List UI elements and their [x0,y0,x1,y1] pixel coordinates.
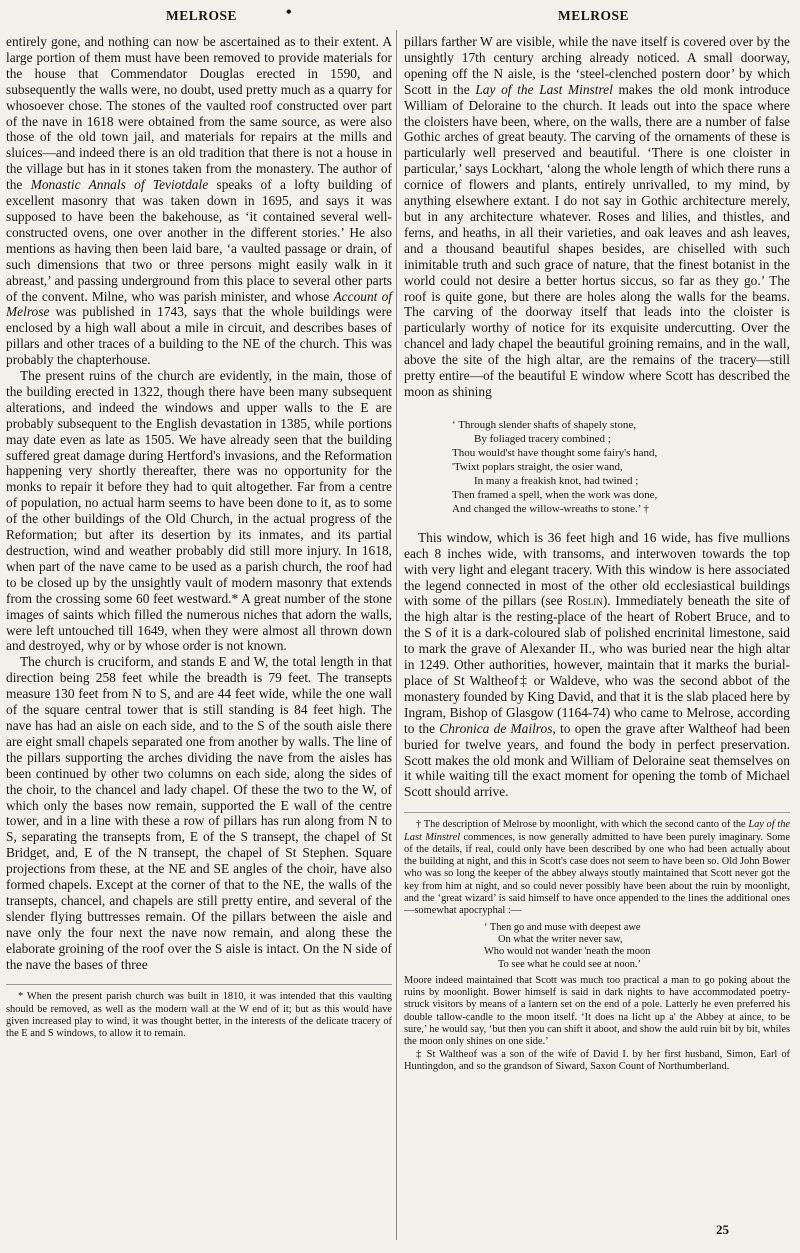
left-column [6,34,392,1041]
text-run: commences, is now generally admitted to have been purely imaginary. Some of the details, if real, could only have been described by one who had been actually about the building at night, and this in Scott's case does not seem to have been so. Old John Bower who was so long the keeper of the abbey always stoutly maintained that Scott never got the key from him at night, and so could never possibly have been about the ruin by moonlight, and the ‘great wizard’ is said himself to have once appended to the lines the additional ones—somewhat apocryphal :— [404,831,790,917]
italic-title: Chronica de Mailros [439,720,553,736]
poem-line: ‘ Through slender shafts of shapely stone, [452,418,637,431]
italic-title: Account of Melrose [6,288,392,320]
right-footnotes [404,819,790,1073]
text-run: makes the old monk introduce William of Deloraine to the church. It leads out into the space where the cloisters have been, where, on the walls, there are a number of false Gothic arches of great beauty. The carving of the ornaments of these is particularly well preserved and beautiful. ‘There is one cloister in particular,’ says Lockhart, ‘along the whole length of which there runs a cornice of flowers and plants, entirely unrivalled, to my mind, by anything elsewhere extant. I do not say in Gothic architecture merely, but in any architecture whatever. Roses and lilies, and thistles, and ferns, and heaths, in all their varieties, and oak leaves and ash leaves, and a thousand beautiful shapes besides, are chiselled with such inimitable truth and such grace of nature, that the finest botanist in the world could not desire a better hortus siccus, so far as they go.’ The roof is quite gone, but there are holes along the walls for the beams. The carving of the doorway itself that leads into the cloister is particularly worthy of notice for its exquisite undercutting. Over the chancel and lady chapel the beautiful groining remains, and in the wall, above the site of the high altar, are the remains of the tracery—still pretty entire—of the beautiful E window where Scott has described the moon as shining [404,81,790,399]
poem-line: On what the writer never saw, [498,933,623,945]
italic-title: Lay of the Last Minstrel [404,819,790,843]
footnote-rule [6,984,392,985]
poem-line: Thou would'st have thought some fairy's hand, [452,446,658,459]
poem-line: Who would not wander 'neath the moon [484,946,651,958]
header-left-title: MELROSE [166,8,238,23]
text-run: speaks of a lofty building of excellent masonry that was taken down in 1695, and says it was supposed to have been the bakehouse, as ‘it contained several well-constructed ovens, one over another in the different stories.’ He also mentions as having then been laid bare, ‘a vaulted passage or drain, of such dimensions that two or three persons might easily walk in it abreast,’ and passing underground from this place to several other parts of the convent. Milne, who was parish minister, and whose [6,177,392,304]
right-paragraph-1 [404,34,790,400]
right-paragraph-2 [404,530,790,800]
left-paragraph-2: The present ruins of the church are evidently, in the main, those of the building erected in 1322, though there have been many subsequent alterations, and indeed the windows and upper walls to the E are probably subsequent to the English devastation in 1385, while portions may date even as late as 1505. We have already seen that the building suffered great damage during Hertford's invasions, and the Reformation happening very shortly thereafter, there was no opportunity for the monks to repair it before they had to quit altogether. Far from a centre of population, no actual harm seems to have been done to it, as to some of the other buildings of the Old Church, in the actual progress of the Reformation; but after its desertion by its inmates, and its partial destruction, wind and weather probably did still more injury. In 1618, when part of the nave came to be used as a parish church, the roof had to be closed up by the unsightly vault of modern masonry that extends from the crossing some 60 feet westward.* A great number of the stone images of saints which filled the numerous niches that adorn the walls, were left untouched till 1649, when they were almost all thrown down and destroyed, why or by whose order is not known. [6,368,392,654]
header-right-title: MELROSE [558,8,630,23]
text-run: entirely gone, and nothing can now be ascertained as to their extent. A large portion of them must have been removed to provide materials for the house that Commendator Douglas erected in 1590, and subsequently the walls were, no doubt, used pretty much as a quarry for whosoever chose. The stones of the vaulted roof constructed over part of the nave in 1618 were obtained from the same source, as were also those of the old town jail, and materials for repairs at the mills and sluices—and indeed there is an old tradition that there is not a house in the village but has in it stones taken from the monastery. The author of the [6,34,392,193]
right-column [404,34,790,1073]
text-run: This window, which is 36 feet high and 16 wide, has five mullions each 8 inches wide, with transoms, and interwoven towards the top with very light and elegant tracery. With this window is here associated the legend connected in most of the other old ecclesiastical buildings with some of the pillars (see [404,529,790,609]
small-caps-reference: Roslin [567,593,603,609]
footnote-poem [484,922,790,971]
left-footnote [6,991,392,1040]
footnote-double-dagger: ‡ St Waltheof was a son of the wife of David I. by her first husband, Simon, Earl of Huntingdon, and so the grandson of Siward, Saxon Count of Northumberland. [404,1048,790,1072]
poem-line: By foliaged tracery combined ; [474,432,611,445]
left-paragraph-3: The church is cruciform, and stands E and W, the total length in that direction being 258 feet while the breadth is 79 feet. The transepts measure 130 feet from N to S, and are 44 feet wide, while the one wall of the square central tower that is still standing is 84 feet high. The nave has had an aisle on each side, and to the S of the south aisle there are eight small chapels separated one from another by walls. The line of the pillars supporting the arches dividing the nave from the aisles has been continued by other two columns on each side, along the sides of the choir, to the chancel and lady chapel. Of these the two to the W, of which only the bases now remain, supported the E wall of the centre tower, and in a line with these a row of pillars has run along from N to S, separating the transepts from, E of the S transept, the chapel of St Bridget, and, E of the N transept, the chapel of St Stephen. Square projections from these, at the NE and SE angles of the choir, have also formed chapels. Except at the corner of that to the NE, the walls of the transepts, chancel, and chapels are still pretty entire, and several of the slender flying buttresses remain. Of the pillars between the aisle and nave only the four next the nave now remain, and along these the elaborate groining of the roof over the S aisle is intact. On the N side of the nave the bases of three [6,654,392,972]
header-dot: • [286,4,293,21]
poem-quote [452,418,790,516]
poem-line: ‘ Then go and muse with deepest awe [484,921,641,933]
italic-title: Monastic Annals of Teviotdale [30,177,209,193]
text-run: ). Immediately beneath the site of the high altar is the resting-place of the heart of Robert Bruce, and to the S of it is a dark-coloured slab of polished encrinital limestone, said to mark the grave of Alexander II., who was buried near the high altar in 1249. Other authorities, however, maintain that it marks the burial-place of St Waltheof‡ or Waldeve, who was the second abbot of the monastery founded by King David, and that it is the slab placed here by Ingram, Bishop of Glasgow (1164-74) who came to Melrose, according to the [404,593,790,736]
column-divider [396,30,397,1240]
text-run: was published in 1743, says that the whole buildings were enclosed by a high wall about a mile in circuit, and describes bases of pillars and other traces of a building to the NE of the church. This was probably the chapterhouse. [6,304,392,368]
poem-line: To see what he could see at noon.’ [498,958,641,970]
running-header [0,6,800,26]
text-run: pillars farther W are visible, while the nave itself is covered over by the unsightly 17th century arching already noticed. A small doorway, opening off the N aisle, is the ‘steel-clenched postern door’ by which Scott in the [404,34,790,97]
page-number: 25 [716,1222,729,1237]
poem-line: In many a freakish knot, had twined ; [474,474,639,487]
footnote-continuation: Moore indeed maintained that Scott was much too practical a man to go poking about the ruins by moonlight. Bower himself is said in dark nights to have accommodated poetry-struck visitors by means of a lantern set on the end of a pole. Latterly he even preferred his double tallow-candle to the moon itself. ‘It does na licht up a' the Abbey at aince, to be sure,’ he would say, ‘but then you can shift it aboot, and show the auld ruin bit by bit, whiles the moon only shines on one side.’ [404,974,790,1048]
text-run: † The description of Melrose by moonlight, with which the second canto of the [416,819,749,831]
footnote-text: * When the present parish church was built in 1810, it was intended that this vaulting should be removed, as well as the modern wall at the W end of it; but as this would have given increased play to wind, it was thought better, in the interests of the delicate tracery of the E and S windows, to allow it to remain. [6,991,392,1040]
footnote-dagger [404,819,790,917]
poem-line: 'Twixt poplars straight, the osier wand, [452,460,623,473]
poem-line: Then framed a spell, when the work was done, [452,488,658,501]
footnote-rule [404,812,790,813]
poem-line: And changed the willow-wreaths to stone.’ † [452,502,649,515]
text-run: , to open the grave after Waltheof had been buried for twelve years, and found the body in perfect preservation. Scott makes the old monk and William of Deloraine seat themselves on it while waiting till the exact moment for opening the tomb of Michael Scott should arrive. [404,720,790,800]
left-paragraph-1 [6,34,392,368]
italic-title: Lay of the Last Minstrel [475,81,613,97]
